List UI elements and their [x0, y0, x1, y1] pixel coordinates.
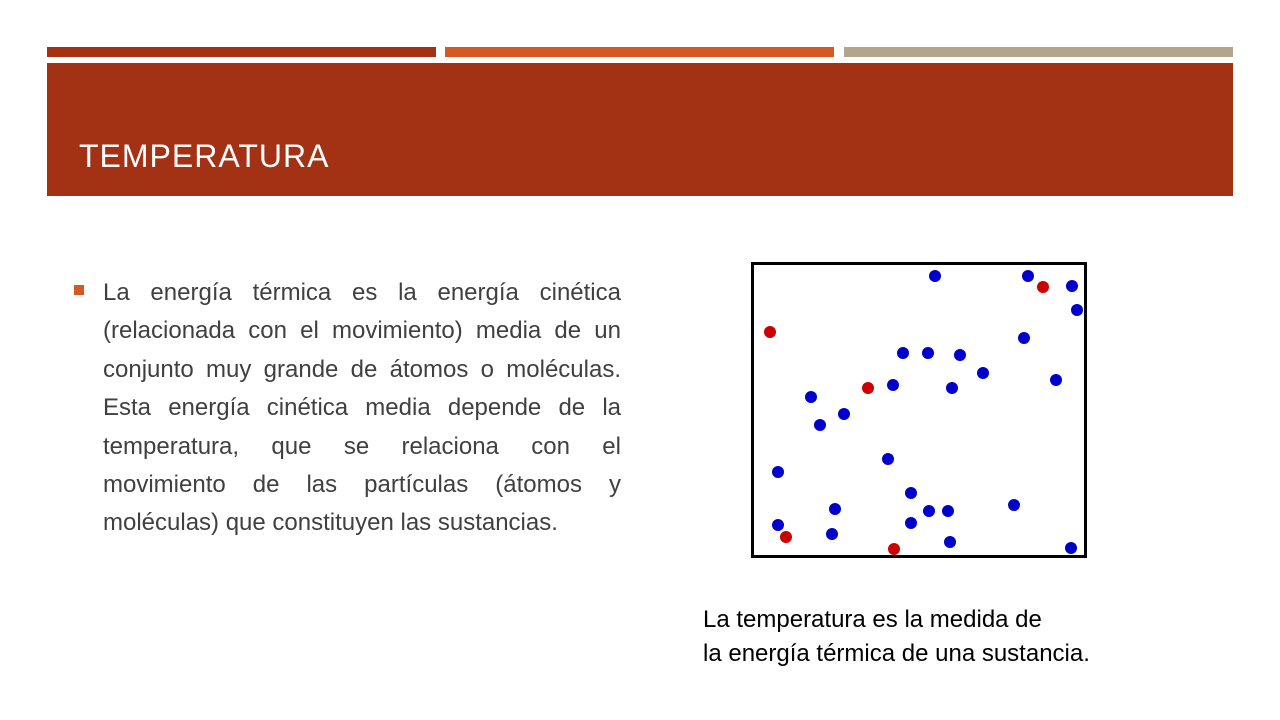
caption-line-2: la energía térmica de una sustancia. — [703, 640, 1090, 667]
accent-stripe-dark-red — [47, 47, 436, 57]
particle-blue — [942, 505, 954, 517]
particle-blue — [929, 270, 941, 282]
particle-blue — [954, 349, 966, 361]
particle-blue — [772, 466, 784, 478]
particle-blue — [1071, 304, 1083, 316]
title-band — [47, 63, 1233, 196]
bullet-paragraph: La energía térmica es la energía cinética (relacionada con el movimiento) media de un conjunto muy grande de átomos o moléculas. Esta energía cinética media depende de la temperatura, que se relaciona con el movimiento de las partículas (átomos y moléculas) que constituyen las sustancias. — [103, 279, 621, 537]
particle-blue — [977, 367, 989, 379]
bullet-square-icon — [74, 285, 84, 295]
caption-line-1: La temperatura es la medida de — [703, 606, 1042, 633]
particle-blue — [1066, 280, 1078, 292]
particle-red — [1037, 281, 1049, 293]
particle-blue — [814, 419, 826, 431]
particle-blue — [905, 487, 917, 499]
slide-title: TEMPERATURA — [79, 138, 330, 174]
particle-blue — [829, 503, 841, 515]
particle-blue — [838, 408, 850, 420]
particle-blue — [772, 519, 784, 531]
particle-diagram-canvas — [751, 262, 1087, 558]
particle-blue — [887, 379, 899, 391]
particle-blue — [805, 391, 817, 403]
accent-stripe-orange — [445, 47, 834, 57]
particle-red — [780, 531, 792, 543]
particle-blue — [923, 505, 935, 517]
particle-blue — [826, 528, 838, 540]
particle-blue — [1065, 542, 1077, 554]
particle-blue — [946, 382, 958, 394]
particle-blue — [1008, 499, 1020, 511]
particle-blue — [882, 453, 894, 465]
particle-blue — [905, 517, 917, 529]
particle-diagram — [751, 262, 1087, 558]
accent-stripe-tan — [844, 47, 1233, 57]
particle-blue — [922, 347, 934, 359]
particle-blue — [1018, 332, 1030, 344]
particle-blue — [1050, 374, 1062, 386]
particle-blue — [1022, 270, 1034, 282]
particle-red — [888, 543, 900, 555]
particle-red — [764, 326, 776, 338]
particle-blue — [897, 347, 909, 359]
diagram-caption — [703, 603, 1263, 671]
particle-blue — [944, 536, 956, 548]
particle-red — [862, 382, 874, 394]
